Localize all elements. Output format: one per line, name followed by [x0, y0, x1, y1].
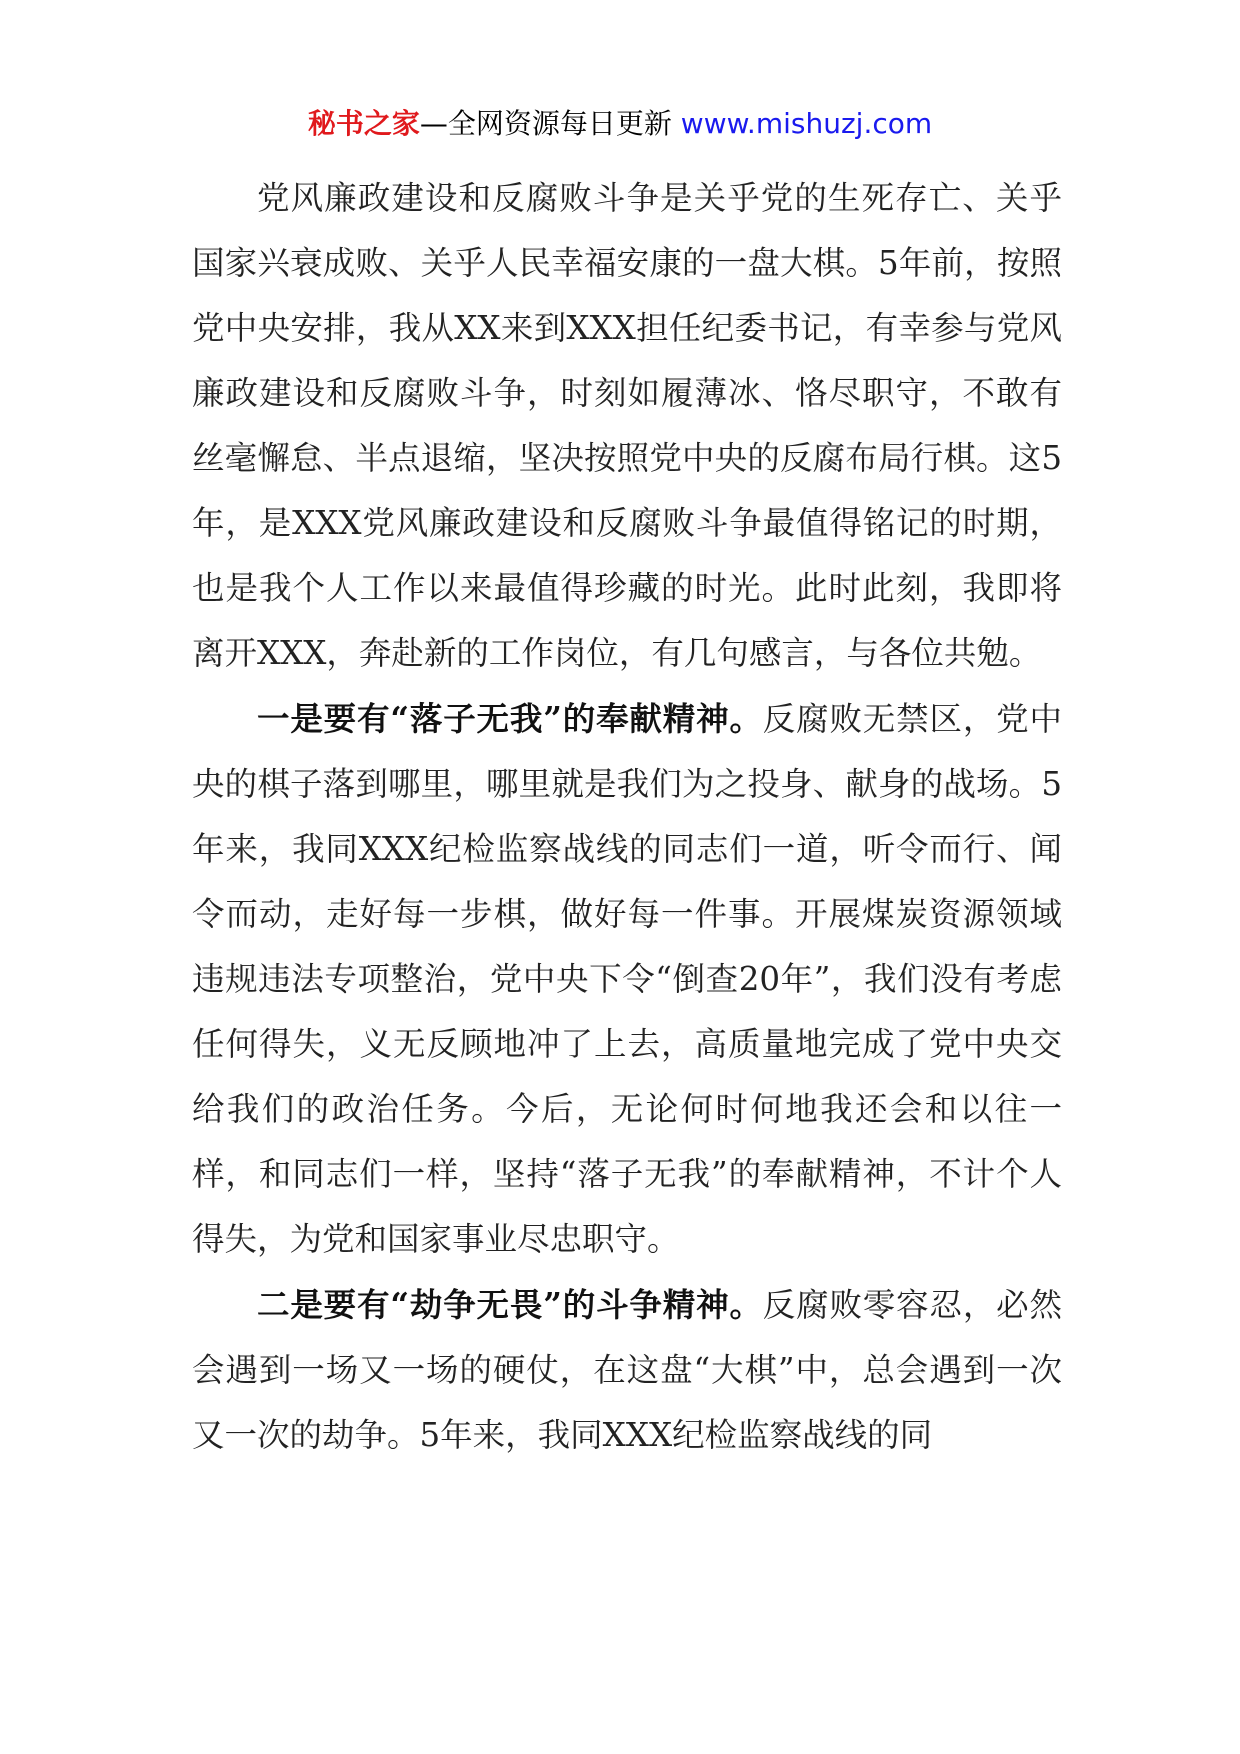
paragraph-text: 党风廉政建设和反腐败斗争是关乎党的生死存亡、关乎国家兴衰成败、关乎人民幸福安康的一盘大棋。5年前，按照党中央安排，我从XX来到XXX担任纪委书记，有幸参与党风廉政建设和反腐败斗争，时刻如履薄冰、恪尽职守，不敢有丝毫懈怠、半点退缩，坚决按照党中央的反腐布局行棋。这5年，是XXX党风廉政建设和反腐败斗争最值得铭记的时期，也是我个人工作以来最值得珍藏的时光。此时此刻，我即将离开XXX，奔赴新的工作岗位，有几句感言，与各位共勉。 — [192, 179, 1062, 672]
paragraph-text: 反腐败零容忍，必然会遇到一场又一场的硬仗，在这盘“大棋”中，总会遇到一次又一次的劫争。5年来，我同XXX纪检监察战线的同 — [192, 1286, 1062, 1454]
page-header — [0, 100, 1240, 148]
paragraph-point-one — [192, 686, 1062, 1272]
paragraph-lead: 二是要有“劫争无畏”的斗争精神。 — [257, 1285, 763, 1324]
paragraph-lead: 一是要有“落子无我”的奉献精神。 — [257, 699, 763, 738]
document-body — [192, 165, 1062, 1468]
paragraph-text: 反腐败无禁区，党中央的棋子落到哪里，哪里就是我们为之投身、献身的战场。5年来，我同XXX纪检监察战线的同志们一道，听令而行、闻令而动，走好每一步棋，做好每一件事。开展煤炭资源领域违规违法专项整治，党中央下令“倒查20年”，我们没有考虑任何得失，义无反顾地冲了上去，高质量地完成了党中央交给我们的政治任务。今后，无论何时何地我还会和以往一样，和同志们一样，坚持“落子无我”的奉献精神，不计个人得失，为党和国家事业尽忠职守。 — [192, 700, 1062, 1258]
header-url-link[interactable]: www.mishuzj.com — [680, 107, 933, 140]
paragraph-point-two — [192, 1272, 1062, 1468]
header-tagline: —全网资源每日更新 — [419, 107, 672, 140]
paragraph-intro — [192, 165, 1062, 686]
header-brand: 秘书之家 — [307, 107, 420, 140]
